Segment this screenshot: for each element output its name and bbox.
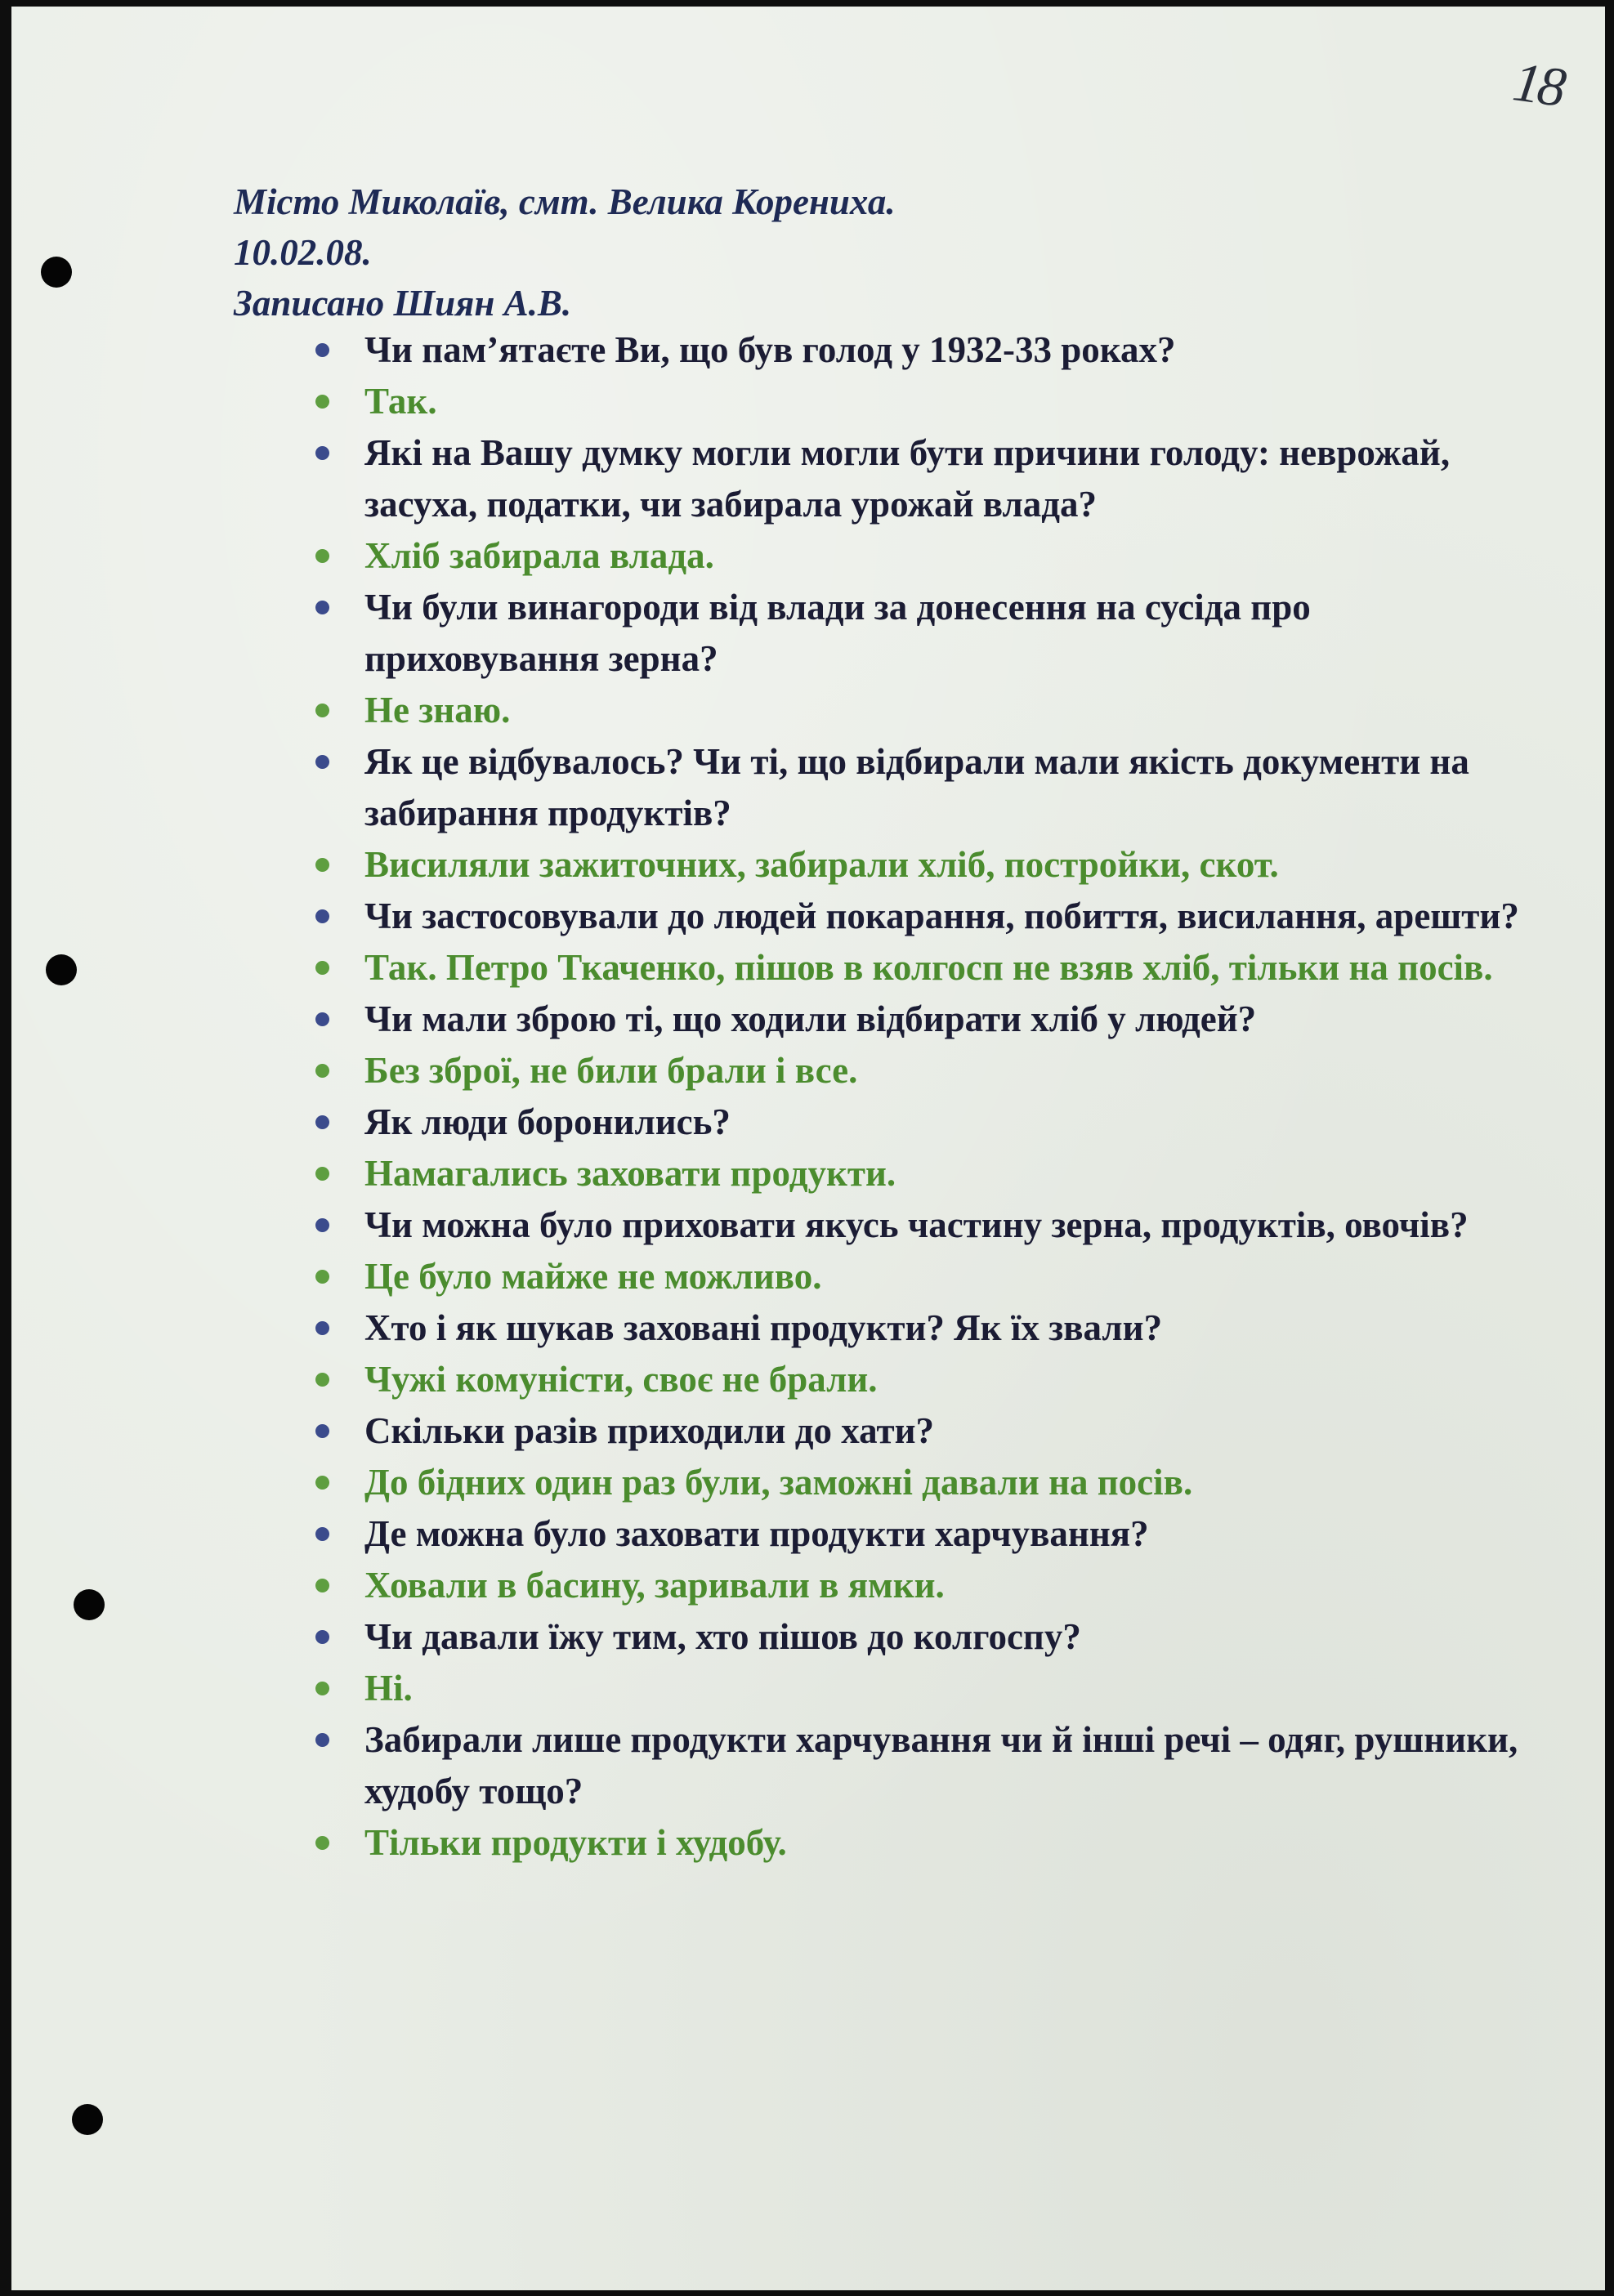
document-page	[11, 7, 1605, 2290]
answer-text: Висиляли зажиточних, забирали хліб, постройки, скот.	[364, 844, 1279, 885]
question-text: Скільки разів приходили до хати?	[364, 1410, 935, 1451]
question-item	[315, 994, 1525, 1045]
question-item	[315, 1714, 1525, 1817]
bullet-icon	[315, 961, 329, 975]
question-text: Як це відбувалось? Чи ті, що відбирали мали якість документи на забирання продуктів?	[364, 741, 1469, 833]
bullet-icon	[315, 1579, 329, 1592]
bullet-icon	[315, 1321, 329, 1335]
interview-list	[315, 324, 1525, 1869]
question-item	[315, 1199, 1525, 1251]
answer-text: Ні.	[364, 1668, 413, 1709]
question-text: Чи були винагороди від влади за донесення на сусіда про приховування зерна?	[364, 587, 1311, 679]
answer-text: Так.	[364, 381, 437, 422]
bullet-icon	[315, 446, 329, 460]
answer-item	[315, 530, 1525, 582]
bullet-icon	[315, 1424, 329, 1438]
question-text: Де можна було заховати продукти харчування?	[364, 1513, 1149, 1554]
answer-item	[315, 839, 1525, 891]
answer-item	[315, 1560, 1525, 1611]
question-item	[315, 324, 1525, 376]
question-text: Забирали лише продукти харчування чи й інші речі – одяг, рушники, худобу тощо?	[364, 1719, 1518, 1811]
bullet-icon	[315, 1733, 329, 1747]
bullet-icon	[315, 1682, 329, 1695]
bullet-icon	[315, 858, 329, 872]
answer-item	[315, 1817, 1525, 1869]
answer-text: Без зброї, не били брали і все.	[364, 1050, 858, 1091]
bullet-icon	[315, 395, 329, 409]
punch-hole	[46, 954, 77, 985]
question-item	[315, 1097, 1525, 1148]
bullet-icon	[315, 1476, 329, 1490]
recorder-line: Записано Шиян А.В.	[234, 283, 572, 324]
bullet-icon	[315, 601, 329, 614]
question-item	[315, 736, 1525, 839]
answer-item	[315, 1663, 1525, 1714]
answer-item	[315, 1251, 1525, 1302]
question-item	[315, 1405, 1525, 1457]
answer-item	[315, 1457, 1525, 1508]
question-text: Чи пам’ятаєте Ви, що був голод у 1932-33 роках?	[364, 329, 1176, 370]
answer-text: Так. Петро Ткаченко, пішов в колгосп не взяв хліб, тільки на посів.	[364, 947, 1493, 988]
answer-item	[315, 1148, 1525, 1199]
bullet-icon	[315, 1012, 329, 1026]
answer-text: Ховали в басину, заривали в ямки.	[364, 1565, 945, 1606]
question-text: Чи можна було приховати якусь частину зерна, продуктів, овочів?	[364, 1204, 1469, 1245]
question-text: Які на Вашу думку могли могли бути причини голоду: неврожай, засуха, податки, чи забирала урожай влада?	[364, 432, 1451, 525]
answer-item	[315, 376, 1525, 427]
punch-hole	[72, 2104, 103, 2135]
bullet-icon	[315, 1218, 329, 1232]
question-text: Чи давали їжу тим, хто пішов до колгоспу?	[364, 1616, 1081, 1657]
date-line: 10.02.08.	[234, 232, 372, 273]
answer-item	[315, 1045, 1525, 1097]
bullet-icon	[315, 1527, 329, 1541]
bullet-icon	[315, 343, 329, 357]
answer-text: Чужі комуністи, своє не брали.	[364, 1359, 878, 1400]
bullet-icon	[315, 909, 329, 923]
bullet-icon	[315, 1270, 329, 1284]
location-line: Місто Миколаїв, смт. Велика Корениха.	[234, 181, 896, 222]
question-item	[315, 891, 1525, 942]
punch-hole	[41, 257, 72, 288]
document-header	[234, 176, 896, 328]
question-item	[315, 1302, 1525, 1354]
bullet-icon	[315, 755, 329, 769]
answer-text: Намагались заховати продукти.	[364, 1153, 896, 1194]
question-text: Чи мали зброю ті, що ходили відбирати хліб у людей?	[364, 998, 1257, 1039]
question-text: Хто і як шукав заховані продукти? Як їх звали?	[364, 1307, 1163, 1348]
bullet-icon	[315, 704, 329, 717]
page-number: 18	[1509, 50, 1567, 118]
question-text: Чи застосовували до людей покарання, побиття, висилання, арешти?	[364, 896, 1519, 936]
bullet-icon	[315, 1373, 329, 1387]
bullet-icon	[315, 1836, 329, 1850]
bullet-icon	[315, 549, 329, 563]
answer-text: Не знаю.	[364, 690, 511, 730]
answer-text: Хліб забирала влада.	[364, 535, 714, 576]
answer-item	[315, 685, 1525, 736]
answer-text: До бідних один раз були, заможні давали на посів.	[364, 1462, 1193, 1503]
question-item	[315, 582, 1525, 685]
bullet-icon	[315, 1064, 329, 1078]
question-item	[315, 1611, 1525, 1663]
question-text: Як люди боронились?	[364, 1101, 731, 1142]
bullet-icon	[315, 1115, 329, 1129]
question-item	[315, 427, 1525, 530]
answer-item	[315, 1354, 1525, 1405]
answer-text: Це було майже не можливо.	[364, 1256, 822, 1297]
bullet-icon	[315, 1630, 329, 1644]
answer-text: Тільки продукти і худобу.	[364, 1822, 787, 1863]
answer-item	[315, 942, 1525, 994]
question-item	[315, 1508, 1525, 1560]
punch-hole	[74, 1589, 105, 1620]
bullet-icon	[315, 1167, 329, 1181]
